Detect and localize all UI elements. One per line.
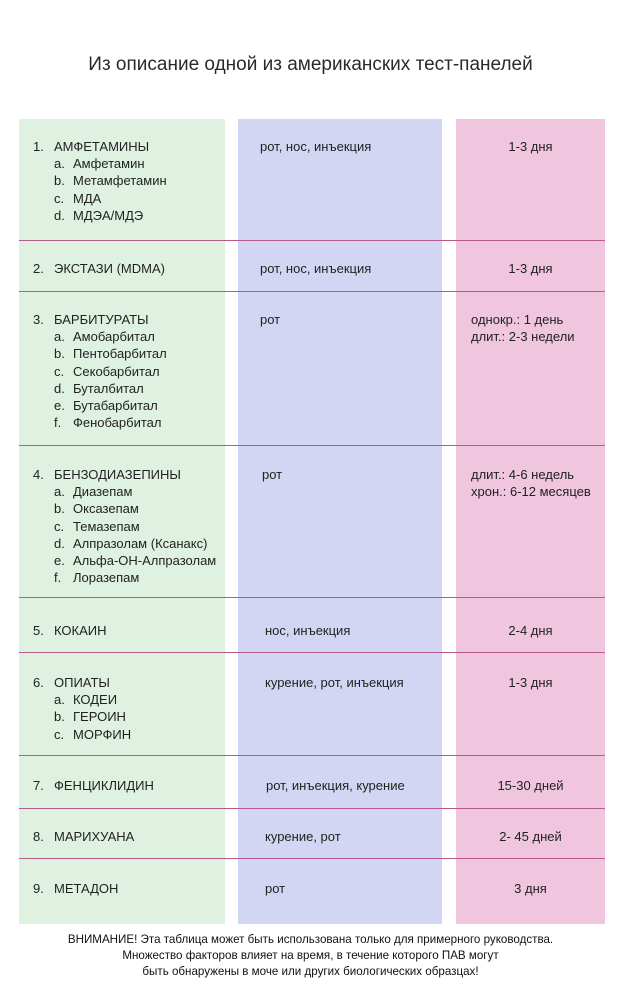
item-letter: e. (54, 553, 65, 569)
item-letter: b. (54, 501, 65, 517)
substance-group (33, 138, 228, 155)
substance-group (33, 311, 228, 328)
substance-cell (33, 311, 228, 431)
substance-item (33, 483, 228, 500)
row-number: 2. (33, 261, 44, 276)
substance-group (33, 674, 228, 691)
substance-item (33, 691, 228, 708)
row-divider (19, 445, 605, 446)
row-divider (19, 808, 605, 809)
detection-time-cell (456, 777, 605, 794)
item-letter: f. (54, 570, 62, 586)
substance-cell (33, 828, 228, 845)
detection-time-cell (471, 311, 605, 345)
substance-class-name: ОПИАТЫ (54, 675, 110, 690)
item-letter: b. (54, 346, 65, 362)
substance-item (33, 518, 228, 535)
item-letter: a. (54, 484, 65, 500)
item-name: КОДЕИ (73, 692, 118, 708)
item-name: Алпразолам (Ксанакс) (73, 535, 208, 551)
substance-class-name: БАРБИТУРАТЫ (54, 312, 149, 327)
row-divider (19, 240, 605, 241)
route-cell: рот, нос, инъекция (260, 261, 372, 276)
item-name: Метамфетамин (73, 173, 167, 189)
item-name: МДЭА/МДЭ (73, 207, 144, 223)
route-cell: рот, нос, инъекция (260, 139, 372, 154)
detection-time-cell (456, 260, 605, 277)
detection-time-line: 1-3 дня (508, 261, 553, 276)
detection-time-cell (456, 138, 605, 155)
detection-time-line: однокр.: 1 день (471, 312, 564, 327)
route-cell: рот (260, 312, 281, 327)
substance-item (33, 380, 228, 397)
substance-class-name: КОКАИН (54, 623, 107, 638)
substance-class-name: АМФЕТАМИНЫ (54, 139, 150, 154)
substance-group (33, 466, 228, 483)
route-cell: нос, инъекция (265, 623, 351, 638)
item-name: Амфетамин (73, 156, 145, 172)
item-letter: c. (54, 190, 65, 206)
substance-item (33, 207, 228, 224)
detection-time-line: 3 дня (514, 881, 547, 896)
substance-group (33, 622, 228, 639)
detection-time-line: хрон.: 6-12 месяцев (471, 484, 591, 500)
detection-time-cell (456, 674, 605, 691)
substance-cell (33, 138, 228, 224)
item-name: Лоразепам (73, 570, 140, 586)
substance-group (33, 828, 228, 845)
row-number: 1. (33, 139, 44, 154)
detection-time-line: длит.: 4-6 недель (471, 467, 575, 482)
item-letter: c. (54, 726, 65, 742)
substance-item (33, 328, 228, 345)
substance-cell (33, 880, 228, 897)
row-divider (19, 755, 605, 756)
substance-item (33, 397, 228, 414)
row-number: 3. (33, 312, 44, 327)
item-letter: c. (54, 518, 65, 534)
item-name: Диазепам (73, 484, 133, 500)
detection-time-line: 1-3 дня (508, 139, 553, 154)
route-cell: курение, рот (265, 829, 341, 844)
substance-item (33, 190, 228, 207)
substance-item (33, 535, 228, 552)
row-number: 7. (33, 778, 44, 793)
item-name: Альфа-ОН-Алпразолам (73, 553, 217, 569)
substance-item (33, 172, 228, 189)
substance-item (33, 552, 228, 569)
route-cell: курение, рот, инъекция (265, 675, 404, 690)
substance-cell (33, 622, 228, 639)
item-name: МОРФИН (73, 726, 132, 742)
substance-item (33, 363, 228, 380)
row-divider (19, 291, 605, 292)
substance-item (33, 414, 228, 431)
warning-line: быть обнаружены в моче или других биологических образцах! (142, 965, 479, 978)
item-name: Буталбитал (73, 380, 144, 396)
detection-time-line: 2- 45 дней (499, 829, 562, 844)
substance-item (33, 569, 228, 586)
detection-time-cell (456, 622, 605, 639)
substance-class-name: МАРИХУАНА (54, 829, 135, 844)
route-cell: рот, инъекция, курение (266, 778, 405, 793)
route-cell: рот (265, 881, 286, 896)
item-name: Фенобарбитал (73, 415, 162, 431)
substance-group (33, 880, 228, 897)
substance-group (33, 777, 228, 794)
detection-time-cell (471, 466, 605, 500)
item-name: Темазепам (73, 518, 140, 534)
row-number: 5. (33, 623, 44, 638)
substance-cell (33, 674, 228, 743)
substance-class-name: МЕТАДОН (54, 881, 119, 896)
substance-class-name: ФЕНЦИКЛИДИН (54, 778, 154, 793)
detection-time-line: 2-4 дня (508, 623, 553, 638)
substance-class-name: ЭКСТАЗИ (MDMA) (54, 261, 165, 276)
substance-item (33, 345, 228, 362)
item-name: Секобарбитал (73, 363, 160, 379)
item-letter: b. (54, 709, 65, 725)
substance-cell (33, 466, 228, 586)
substance-cell (33, 260, 228, 277)
item-letter: a. (54, 329, 65, 345)
detection-time-line: 15-30 дней (497, 778, 564, 793)
row-number: 4. (33, 467, 44, 482)
item-name: ГЕРОИН (73, 709, 126, 725)
substance-item (33, 726, 228, 743)
row-number: 8. (33, 829, 44, 844)
item-name: МДА (73, 190, 102, 206)
substance-group (33, 260, 228, 277)
item-letter: d. (54, 535, 65, 551)
detection-time-line: длит.: 2-3 недели (471, 329, 575, 345)
page-title: Из описание одной из американских тест-панелей (88, 54, 533, 75)
warning-line: Множество факторов влияет на время, в течение которого ПАВ могут (122, 949, 499, 962)
item-letter: c. (54, 363, 65, 379)
substance-item (33, 708, 228, 725)
row-divider (19, 858, 605, 859)
detection-time-line: 1-3 дня (508, 675, 553, 690)
item-letter: a. (54, 692, 65, 708)
substance-item (33, 500, 228, 517)
item-name: Оксазепам (73, 501, 139, 517)
detection-time-cell (456, 880, 605, 897)
warning-note (0, 932, 621, 980)
item-letter: d. (54, 207, 65, 223)
warning-line: ВНИМАНИЕ! Эта таблица может быть использована только для примерного руководства. (67, 933, 554, 946)
row-number: 6. (33, 675, 44, 690)
item-name: Амобарбитал (73, 329, 155, 345)
item-letter: f. (54, 415, 62, 431)
row-number: 9. (33, 881, 44, 896)
substance-item (33, 155, 228, 172)
row-divider (19, 652, 605, 653)
row-divider (19, 597, 605, 598)
item-letter: a. (54, 156, 65, 172)
item-name: Бутабарбитал (73, 398, 158, 414)
detection-time-cell (456, 828, 605, 845)
item-letter: d. (54, 380, 65, 396)
item-name: Пентобарбитал (73, 346, 167, 362)
item-letter: e. (54, 398, 65, 414)
substance-class-name: БЕНЗОДИАЗЕПИНЫ (54, 467, 181, 482)
substance-cell (33, 777, 228, 794)
item-letter: b. (54, 173, 65, 189)
route-cell: рот (262, 467, 283, 482)
